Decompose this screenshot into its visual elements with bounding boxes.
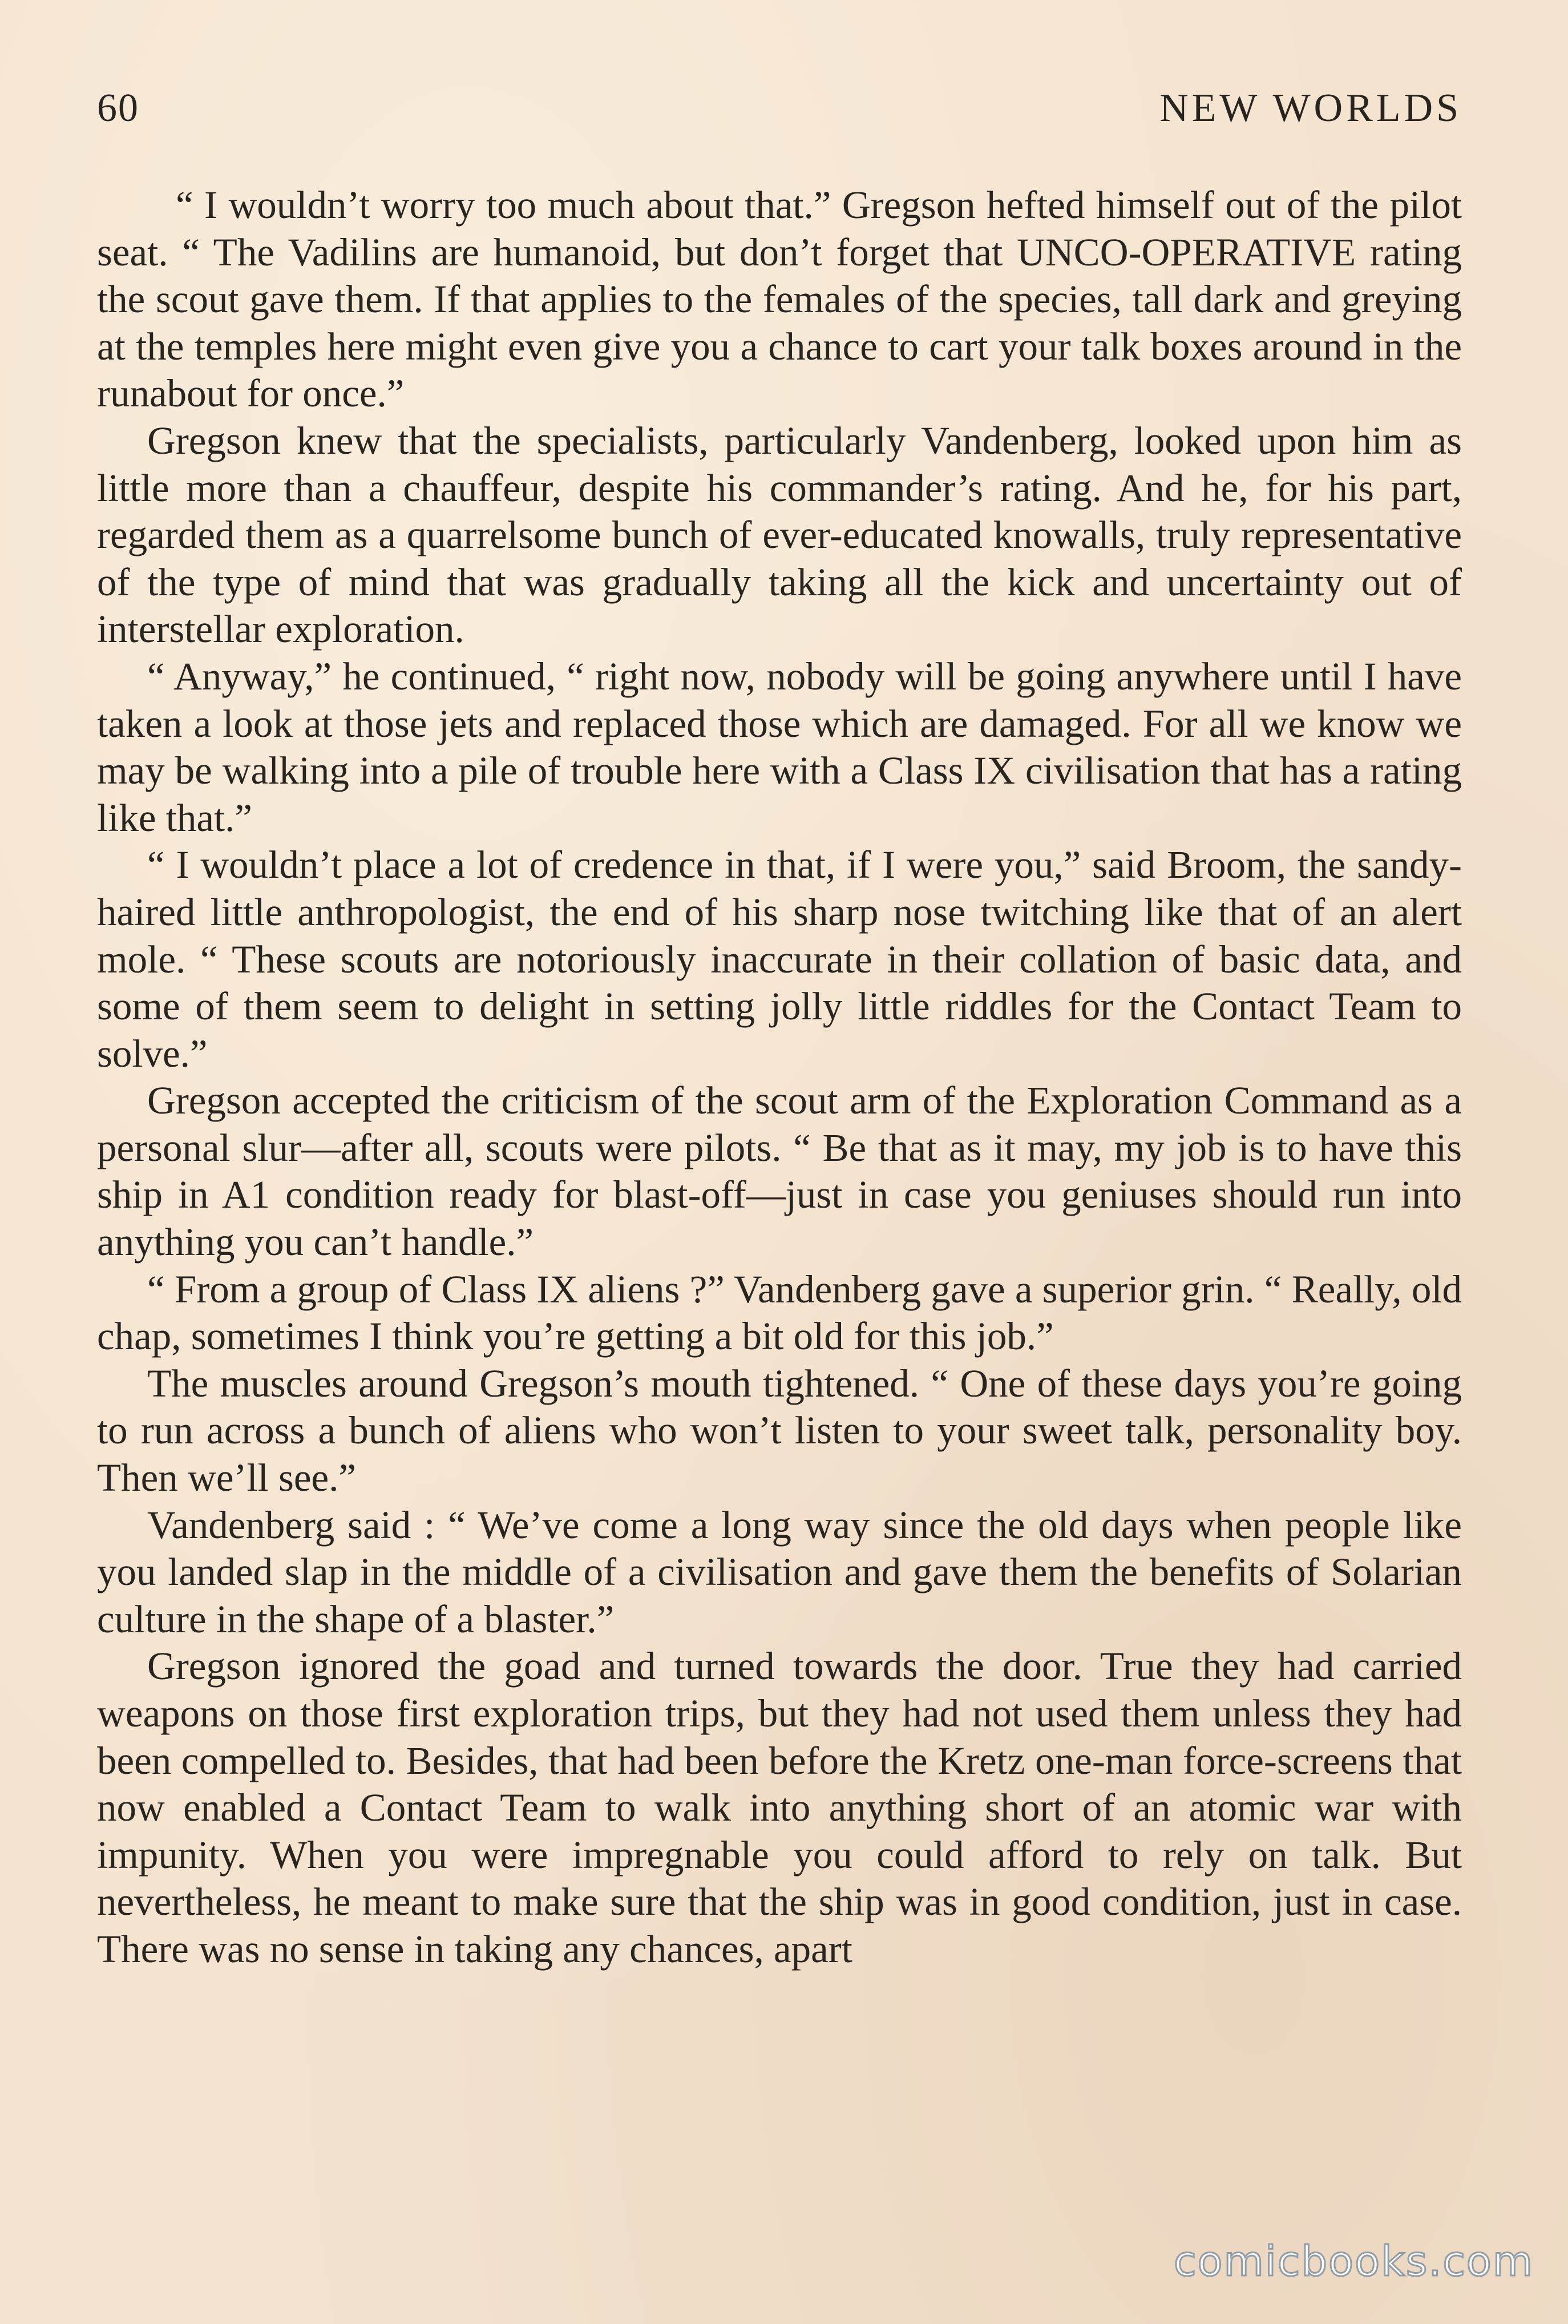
page-header: [97, 86, 1462, 143]
body-text: [97, 181, 1462, 1973]
paragraph-1: “ I wouldn’t worry too much about that.” Gregson hefted himself out of the pilot seat. “ The Vadilins are humanoid, but don’t forget that UNCO-OPERATIVE rating the scout gave them. If that applies to the females of the species, tall dark and greying at the temples here might even give you a chance to cart your talk boxes around in the runabout for once.”: [97, 183, 1462, 415]
running-title: NEW WORLDS: [1159, 86, 1462, 130]
paragraph-8: Vandenberg said : “ We’ve come a long way since the old days when people like you landed slap in the middle of a civilisation and gave them the benefits of Solarian culture in the shape of a blaster.”: [97, 1503, 1462, 1641]
paragraph-6: “ From a group of Class IX aliens ?” Vandenberg gave a superior grin. “ Really, old chap, sometimes I think you’re getting a bit old for this job.”: [97, 1267, 1462, 1358]
paragraph-5: Gregson accepted the criticism of the scout arm of the Exploration Command as a personal slur—after all, scouts were pilots. “ Be that as it may, my job is to have this ship in A1 condition ready for blast-off—just in case you geniuses should run into anything you can’t handle.”: [97, 1079, 1462, 1264]
watermark: comicbooks.com: [1173, 2237, 1534, 2285]
paragraph-9: Gregson ignored the goad and turned towards the door. True they had carried weapons on those first exploration trips, but they had not used them unless they had been compelled to. Besides, that had been before the Kretz one-man force-screens that now enabled a Contact Team to walk into anything short of an atomic war with impunity. When you were impregnable you could afford to rely on talk. But nevertheless, he meant to make sure that the ship was in good condition, just in case. There was no sense in taking any chances, apart: [97, 1644, 1462, 1971]
paragraph-4: “ I wouldn’t place a lot of credence in that, if I were you,” said Broom, the sandy-haired little anthropologist, the end of his sharp nose twitching like that of an alert mole. “ These scouts are notoriously inaccurate in their collation of basic data, and some of them seem to delight in setting jolly little riddles for the Contact Team to solve.”: [97, 843, 1462, 1075]
paragraph-3: “ Anyway,” he continued, “ right now, nobody will be going anywhere until I have taken a look at those jets and replaced those which are damaged. For all we know we may be walking into a pile of trouble here with a Class IX civilisation that has a rating like that.”: [97, 654, 1462, 840]
paragraph-7: The muscles around Gregson’s mouth tightened. “ One of these days you’re going to run across a bunch of aliens who won’t listen to your sweet talk, personality boy. Then we’ll see.”: [97, 1361, 1462, 1500]
page-number: 60: [97, 86, 139, 130]
paragraph-2: Gregson knew that the specialists, particularly Vandenberg, looked upon him as little more than a chauffeur, despite his commander’s rating. And he, for his part, regarded them as a quarrelsome bunch of ever-educated knowalls, truly representative of the type of mind that was gradually taking all the kick and uncertainty out of interstellar exploration.: [97, 418, 1462, 651]
